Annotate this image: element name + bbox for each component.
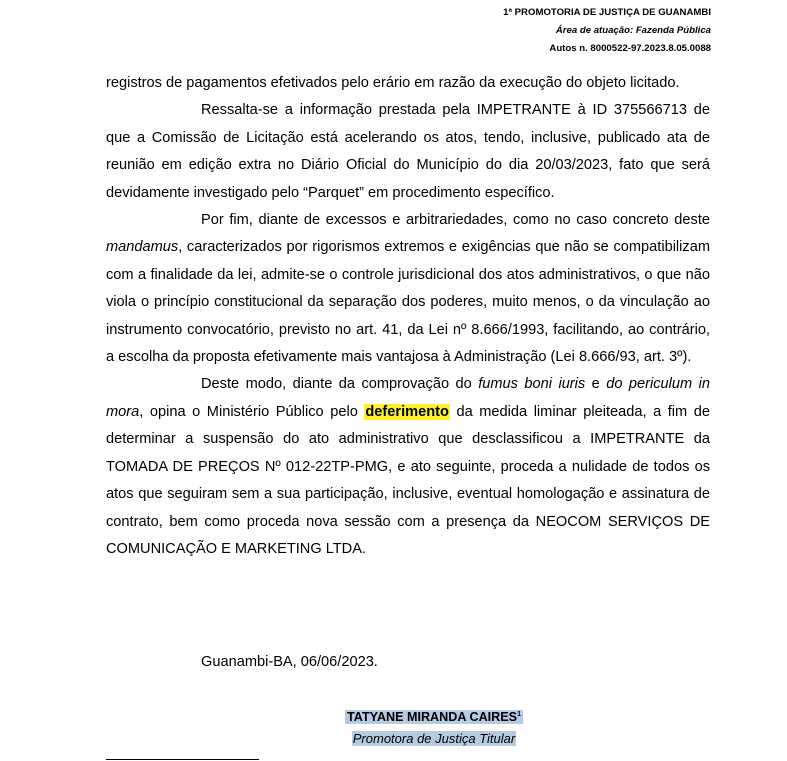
footnote-separator <box>106 759 259 760</box>
paragraph-3-text-a: Por fim, diante de excessos e arbitrariedades, como no caso concreto deste <box>201 212 710 229</box>
footnote-marker[interactable]: 1 <box>517 710 521 718</box>
practice-area: Área de atuação: Fazenda Pública <box>555 25 711 36</box>
paragraph-1: registros de pagamentos efetivados pelo erário em razão da execução do objeto licitado. <box>106 75 680 91</box>
paragraph-4-text-b: e <box>585 376 607 393</box>
signatory-role: Promotora de Justiça Titular <box>352 731 516 746</box>
signature-block <box>330 706 538 750</box>
paragraph-4-text-c: , opina o Ministério Público pelo <box>139 403 365 420</box>
paragraph-2: Ressalta-se a informação prestada pela IMPETRANTE à ID 375566713 de que a Comissão de Licitação está acelerando os atos, tendo, inclusive, publicado ata de reunião em edição extra no Diário Oficial do Município do dia 20/03/2023, fato que será devidamente investigado pelo “Parquet” em procedimento específico. <box>106 102 710 201</box>
paragraph-3 <box>106 207 710 371</box>
document-body <box>106 70 710 563</box>
document-header <box>503 4 711 58</box>
paragraph-3-text-b: , caracterizados por rigorismos extremos e exigências que não se compatibilizam com a finalidade da lei, admite-se o controle jurisdicional dos atos administrativos, o que não viola o princípio constitucional da separação dos poderes, muito menos, o da vinculação ao instrumento convocatório, previsto no art. 41, da Lei nº 8.666/1993, facilitando, ao contrário, a escolha da proposta efetivamente mais vantajosa à Administração (Lei 8.666/93, art. 3º). <box>106 239 710 366</box>
signatory-name <box>345 710 523 724</box>
office-title: 1ª PROMOTORIA DE JUSTIÇA DE GUANAMBI <box>503 7 711 18</box>
paragraph-4-text-d: da medida liminar pleiteada, a fim de determinar a suspensão do ato administrativo que desclassificou a IMPETRANTE da TOMADA DE PREÇOS Nº 012-22TP-PMG, e ato seguinte, proceda a nulidade de todos os atos que seguiram sem a sua participação, inclusive, eventual homologação e assinatura de contrato, bem como proceda nova sessão com a presença da NEOCOM SERVIÇOS DE COMUNICAÇÃO E MARKETING LTDA. <box>106 403 710 557</box>
signatory-name-text: TATYANE MIRANDA CAIRES <box>347 710 518 724</box>
paragraph-4 <box>106 371 710 563</box>
paragraph-3-italic: mandamus <box>106 239 179 256</box>
highlighted-word: deferimento <box>365 403 449 420</box>
paragraph-4-italic-1: fumus boni iuris <box>478 376 586 393</box>
date-line: Guanambi-BA, 06/06/2023. <box>201 654 378 670</box>
case-number: Autos n. 8000522-97.2023.8.05.0088 <box>549 43 711 54</box>
paragraph-4-text-a: Deste modo, diante da comprovação do <box>201 376 479 393</box>
paragraph-4-italic-2: do periculum in mora <box>106 376 710 420</box>
